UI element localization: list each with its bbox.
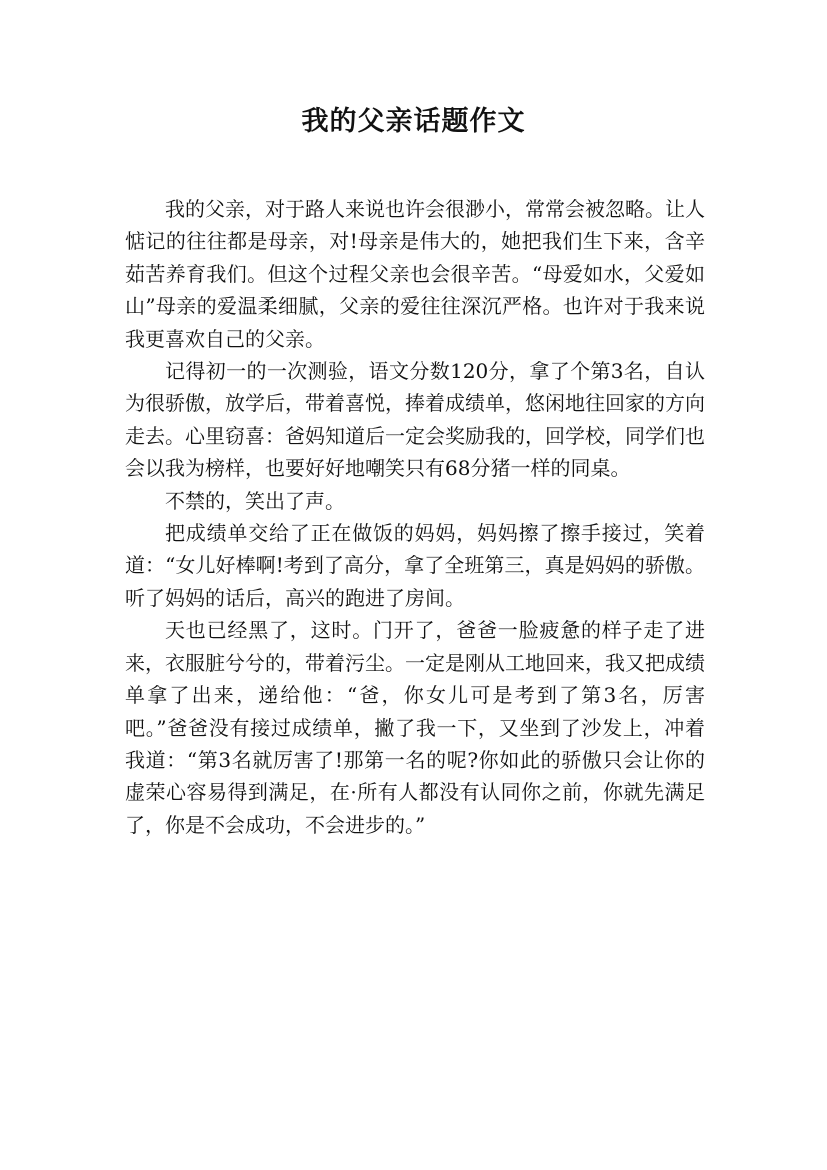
- paragraph-1: 我的父亲，对于路人来说也许会很渺小，常常会被忽略。让人惦记的往往都是母亲，对!母亲是伟大的，她把我们生下来，含辛茹苦养育我们。但这个过程父亲也会很辛苦。“母爱如水，父爱如山”母亲的爱温柔细腻，父亲的爱往往深沉严格。也许对于我来说我更喜欢自己的父亲。: [125, 197, 705, 351]
- paragraph-5: 天也已经黑了，这时。门开了，爸爸一脸疲惫的样子走了进来，衣服脏兮兮的，带着污尘。一定是刚从工地回来，我又把成绩单拿了出来，递给他：“爸，你女儿可是考到了第3名，厉害吧。”爸爸没有接过成绩单，撇了我一下，又坐到了沙发上，冲着我道：“第3名就厉害了!那第一名的呢?你如此的骄傲只会让你的虚荣心容易得到满足，在·所有人都没有认同你之前，你就先满足了，你是不会成功，不会进步的。”: [125, 618, 705, 837]
- paragraph-4: 把成绩单交给了正在做饭的妈妈，妈妈擦了擦手接过，笑着道：“女儿好棒啊!考到了高分，拿了全班第三，真是妈妈的骄傲。听了妈妈的话后，高兴的跑进了房间。: [125, 521, 705, 610]
- document-body: [125, 193, 705, 841]
- document-title: 我的父亲话题作文: [301, 106, 526, 137]
- paragraph-3: 不禁的，笑出了声。: [165, 488, 345, 513]
- paragraph-2: 记得初一的一次测验，语文分数120分，拿了个第3名，自认为很骄傲，放学后，带着喜悦，捧着成绩单，悠闲地往回家的方向走去。心里窃喜：爸妈知道后一定会奖励我的，回学校，同学们也会以我为榜样，也要好好地嘲笑只有68分猪一样的同桌。: [125, 359, 705, 481]
